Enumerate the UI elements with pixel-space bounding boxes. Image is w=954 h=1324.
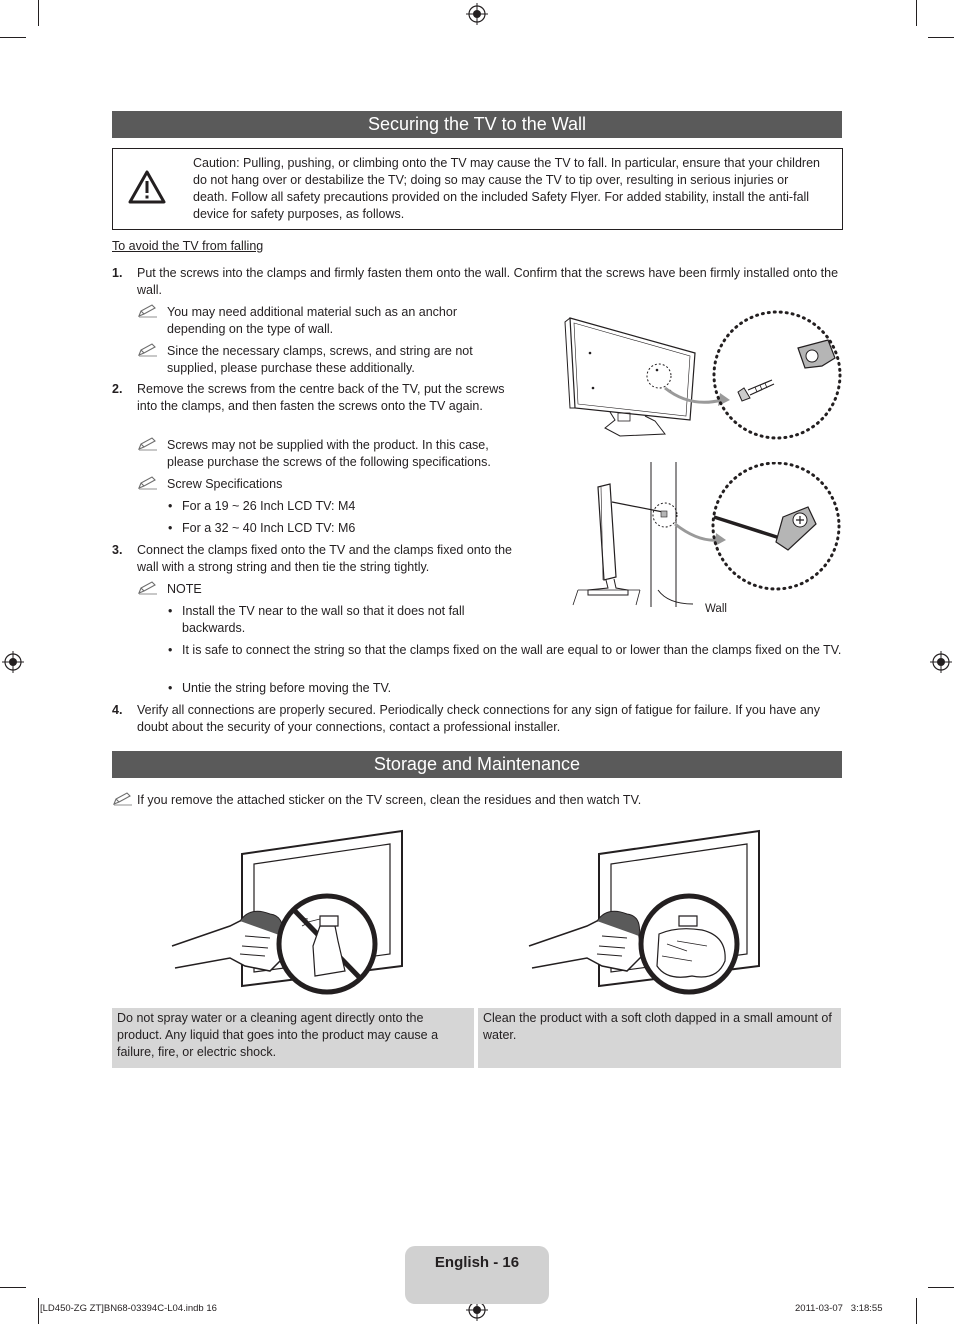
page-number-tab — [405, 1246, 549, 1304]
note-bullet: • Install the TV near to the wall so that it does not fall backwards. — [182, 603, 512, 637]
caption-soft-cloth: Clean the product with a soft cloth dapped in a small amount of water. — [478, 1008, 841, 1068]
caution-box — [112, 148, 843, 230]
note-text: Screw Specifications — [167, 477, 283, 491]
note-text: Since the necessary clamps, screws, and string are not supplied, please purchase these additionally. — [167, 344, 473, 375]
warning-triangle-icon — [127, 169, 167, 205]
note-label: NOTE — [167, 582, 202, 596]
note-pencil-icon — [138, 304, 158, 318]
section-title-storage: Storage and Maintenance — [112, 751, 842, 778]
step-number: 3. — [112, 543, 123, 557]
note-text: Screws may not be supplied with the product. In this case, please purchase the screws of the following specifications. — [167, 438, 491, 469]
step-text: Put the screws into the clamps and firmly fasten them onto the wall. Confirm that the screws have been firmly installed onto the wall. — [137, 266, 839, 297]
crop-mark — [928, 1287, 954, 1288]
no-spray-illustration — [170, 826, 410, 998]
note-pencil-icon — [138, 437, 158, 451]
subheading: To avoid the TV from falling — [112, 239, 264, 253]
spec-bullet: • For a 19 ~ 26 Inch LCD TV: M4 — [182, 498, 355, 515]
registration-mark-icon — [466, 3, 488, 25]
crop-mark — [0, 37, 26, 38]
wall-label: Wall — [705, 603, 727, 615]
spec-bullet: • For a 32 ~ 40 Inch LCD TV: M6 — [182, 520, 355, 537]
page-number: English - 16 — [434, 1254, 520, 1271]
caption-do-not-spray: Do not spray water or a cleaning agent directly onto the product. Any liquid that goes into the product may cause a failure, fire, or electric shock. — [112, 1008, 474, 1068]
step-text: Verify all connections are properly secured. Periodically check connections for any sign of fatigue for failure. If you have any doubt about the security of your connections, contact a professional installer. — [137, 703, 821, 734]
note-text: You may need additional material such as an anchor depending on the type of wall. — [167, 305, 458, 336]
step-number: 1. — [112, 266, 123, 280]
step-text: Connect the clamps fixed onto the TV and the clamps fixed onto the wall with a strong string and then tie the string tightly. — [137, 543, 512, 574]
crop-mark — [0, 1287, 26, 1288]
note-pencil-icon — [138, 343, 158, 357]
tv-back-clamp-illustration — [560, 308, 845, 443]
caution-text — [193, 155, 821, 223]
soft-cloth-illustration — [527, 826, 767, 998]
caution-label: Caution — [193, 156, 237, 170]
tv-wall-string-illustration — [568, 462, 843, 607]
crop-mark — [916, 0, 917, 26]
step-number: 4. — [112, 703, 123, 717]
crop-mark — [38, 0, 39, 26]
section-title-securing: Securing the TV to the Wall — [112, 111, 842, 138]
note-pencil-icon — [138, 581, 158, 595]
crop-mark — [38, 1298, 39, 1324]
crop-mark — [916, 1298, 917, 1324]
crop-mark — [928, 37, 954, 38]
print-slug-right: 2011-03-07 3:18:55 — [795, 1303, 883, 1314]
step-text: Remove the screws from the centre back of the TV, put the screws into the clamps, and then fasten the screws onto the TV again. — [137, 382, 505, 413]
note-bullet: • It is safe to connect the string so that the clamps fixed on the wall are equal to or lower than the clamps fixed on the TV. — [182, 642, 842, 659]
caution-body: : Pulling, pushing, or climbing onto the TV may cause the TV to fall. In particular, ensure that your children do not hang over or destabilize the TV; doing so may cause the TV to tip over, resulting in serious injuries or death. Follow all safety precautions provided on the included Safety Flyer. For added stability, install the anti-fall device for safety purposes, as follows. — [193, 156, 820, 221]
step-number: 2. — [112, 382, 123, 396]
registration-mark-icon — [2, 651, 24, 673]
storage-note: If you remove the attached sticker on the TV screen, clean the residues and then watch TV. — [137, 793, 642, 807]
note-pencil-icon — [138, 476, 158, 490]
note-bullet: • Untie the string before moving the TV. — [182, 680, 391, 697]
print-slug-left: [LD450-ZG ZT]BN68-03394C-L04.indb 16 — [40, 1303, 217, 1314]
registration-mark-icon — [930, 651, 952, 673]
note-pencil-icon — [113, 792, 133, 806]
